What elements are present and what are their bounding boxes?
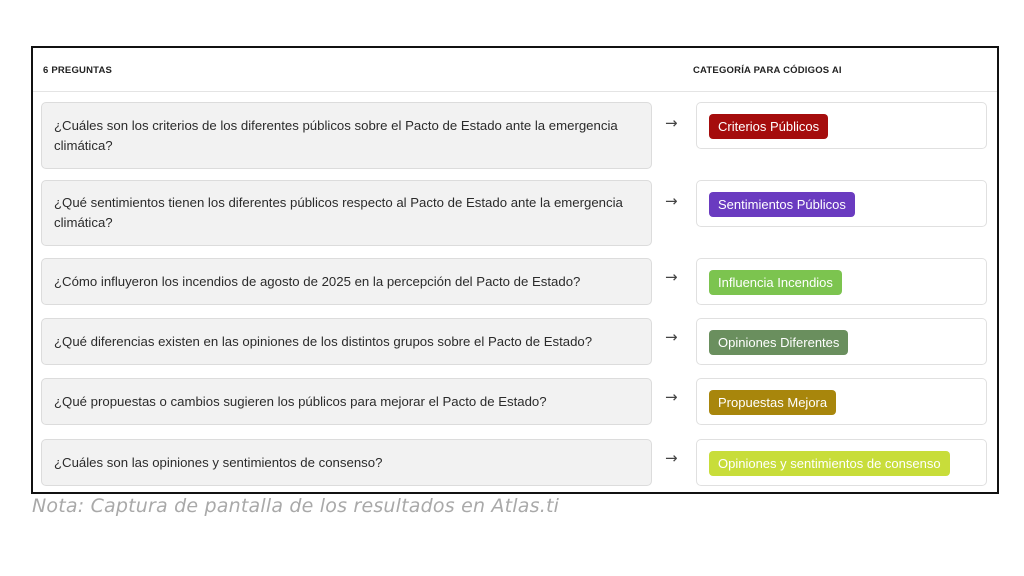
question-text: ¿Qué diferencias existen en las opiniones de los distintos grupos sobre el Pacto de Estado? [54,333,593,349]
category-badge[interactable]: Opiniones Diferentes [709,330,848,355]
table-header [33,48,997,92]
arrow-right-icon: → [665,114,678,132]
question-text: ¿Qué sentimientos tienen los diferentes públicos respecto al Pacto de Estado ante la emergencia climática? [54,195,623,230]
arrow-right-icon: → [665,328,678,346]
question-box [41,439,652,486]
arrow-right-icon: → [665,449,678,467]
category-box [696,180,987,227]
category-box [696,378,987,425]
question-box [41,180,652,246]
question-box [41,318,652,365]
category-badge[interactable]: Influencia Incendios [709,270,842,295]
question-text: ¿Cómo influyeron los incendios de agosto de 2025 en la percepción del Pacto de Estado? [54,273,581,289]
question-text: ¿Cuáles son las opiniones y sentimientos de consenso? [54,454,383,470]
arrow-right-icon: → [665,268,678,286]
category-box [696,258,987,305]
category-badge[interactable]: Criterios Públicos [709,114,828,139]
question-text: ¿Cuáles son los criterios de los diferentes públicos sobre el Pacto de Estado ante la emergencia climática? [54,117,618,153]
category-column-header: CATEGORÍA PARA CÓDIGOS AI [693,65,842,76]
category-box [696,102,987,149]
category-badge[interactable]: Opiniones y sentimientos de consenso [709,451,950,476]
figure-caption: Nota: Captura de pantalla de los resultados en Atlas.ti [32,495,560,517]
arrow-right-icon: → [665,192,678,210]
question-text: ¿Qué propuestas o cambios sugieren los públicos para mejorar el Pacto de Estado? [54,393,547,409]
question-box [41,258,652,305]
question-box [41,378,652,425]
question-box [41,102,652,169]
category-box [696,318,987,365]
category-box [696,439,987,486]
category-badge[interactable]: Propuestas Mejora [709,390,836,415]
results-table [31,46,999,494]
arrow-right-icon: → [665,388,678,406]
questions-column-header: 6 PREGUNTAS [43,65,113,76]
category-badge[interactable]: Sentimientos Públicos [709,192,855,217]
